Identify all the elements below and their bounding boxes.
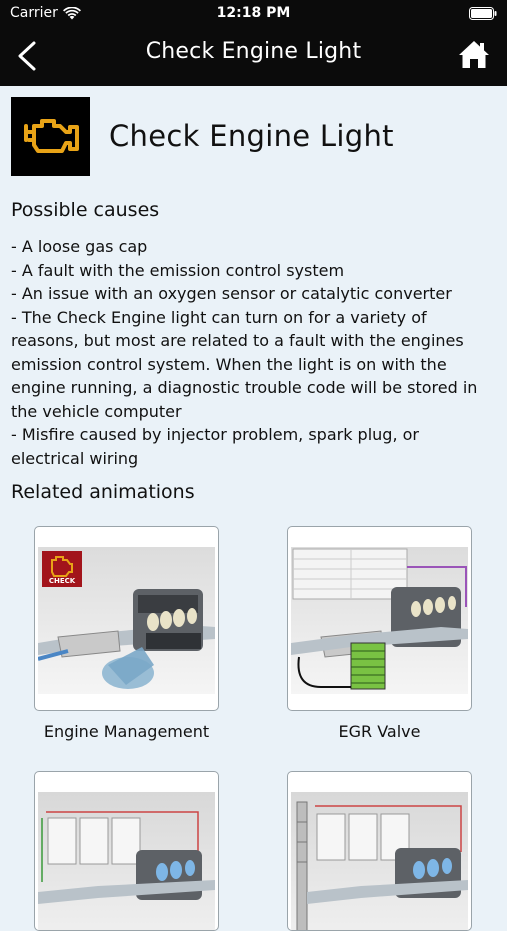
list-item: - An issue with an oxygen sensor or catalytic converter: [11, 284, 452, 303]
animation-card-engine-management[interactable]: [34, 526, 219, 711]
check-badge: CHECK: [48, 577, 76, 585]
check-engine-icon: [11, 97, 90, 176]
animation-card-3[interactable]: [34, 771, 219, 931]
list-item: - The Check Engine light can turn on for a variety of reasons, but most are related to a fault with the engines emission control system. When the light is on with the engine running, a diagnostic trouble code will be stored in the vehicle computer: [11, 307, 478, 421]
animation-3-thumbnail: [38, 792, 215, 931]
page-header: [11, 96, 497, 176]
animation-label-egr-valve: EGR Valve: [338, 722, 421, 741]
animation-4-thumbnail: [291, 792, 468, 931]
egr-valve-thumbnail: [291, 547, 468, 694]
status-bar: [0, 0, 507, 28]
causes-heading: Possible causes: [11, 199, 160, 221]
animations-heading: Related animations: [11, 481, 195, 503]
animation-label-engine-management: Engine Management: [43, 722, 210, 741]
home-icon[interactable]: [457, 38, 491, 72]
nav-title: Check Engine Light: [145, 39, 362, 64]
page-title: Check Engine Light: [109, 119, 394, 153]
list-item: - Misfire caused by injector problem, spark plug, or electrical wiring: [11, 425, 419, 468]
carrier-label: Carrier: [10, 5, 58, 21]
battery-icon: [469, 7, 497, 20]
navigation-bar: [0, 28, 507, 86]
status-time: 12:18 PM: [216, 5, 291, 21]
engine-management-thumbnail: [38, 547, 215, 694]
animation-card-4[interactable]: [287, 771, 472, 931]
list-item: - A loose gas cap: [11, 237, 148, 256]
list-item: - A fault with the emission control system: [11, 260, 345, 280]
animation-card-egr-valve[interactable]: [287, 526, 472, 711]
causes-list: [11, 235, 497, 470]
